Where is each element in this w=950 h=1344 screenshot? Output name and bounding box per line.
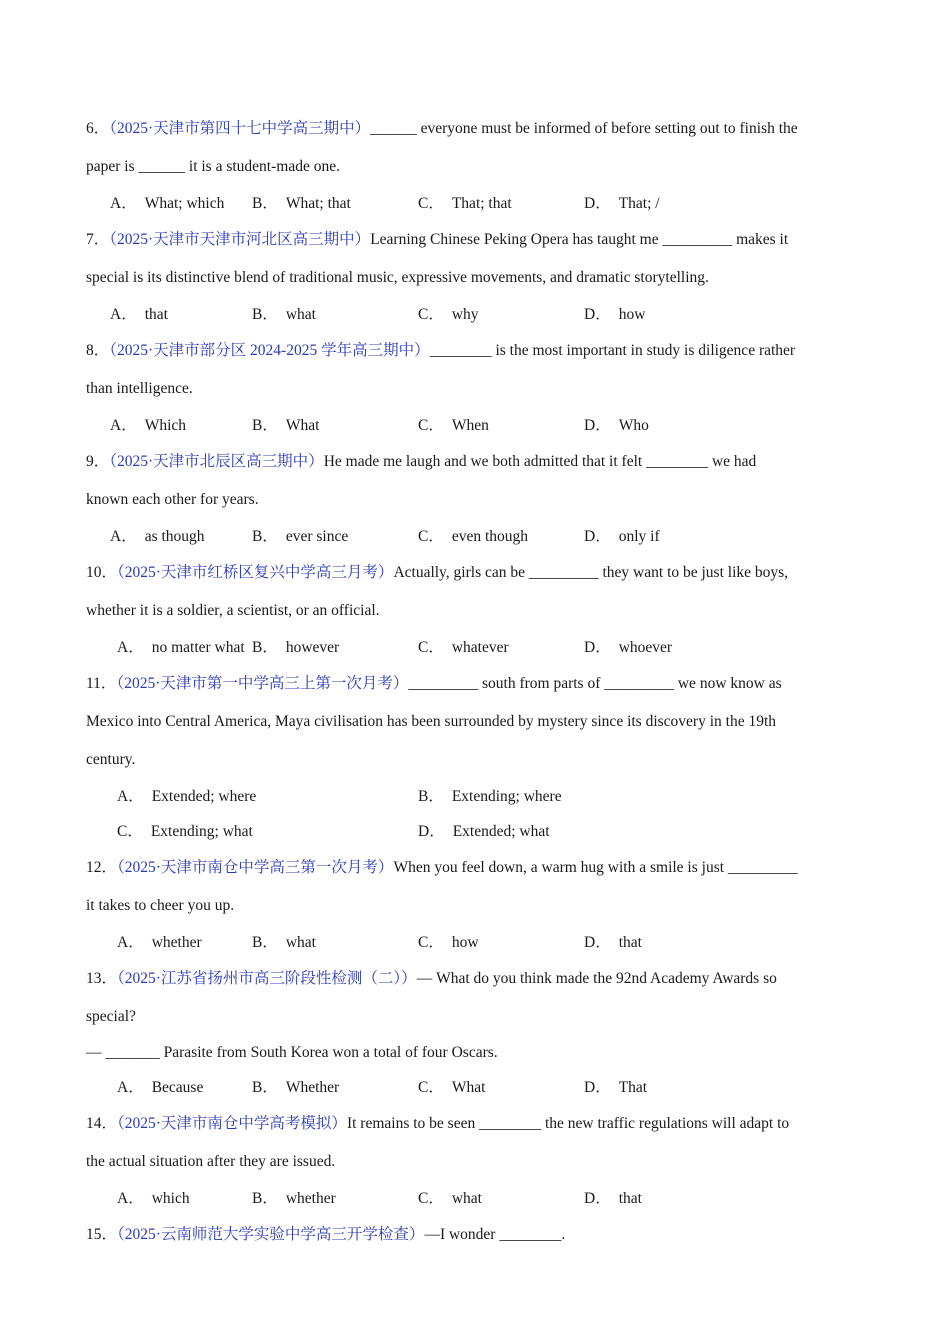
question-text-continued: than intelligence. xyxy=(86,380,193,397)
options-row xyxy=(86,779,876,814)
question-number: 6． xyxy=(86,120,110,137)
option-d[interactable]: D． that xyxy=(584,1190,642,1207)
question-text-continued: special? xyxy=(86,1008,136,1025)
option-b[interactable]: B． what xyxy=(252,934,316,951)
option-d[interactable]: D． whoever xyxy=(584,639,673,656)
option-c[interactable]: C． how xyxy=(418,934,479,951)
question-text-continued: special is its distinctive blend of traditional music, expressive movements, and dramatic storytelling. xyxy=(86,269,709,286)
question-text-continued: century. xyxy=(86,751,136,768)
question-stem xyxy=(86,1216,876,1254)
question-source: （2025·天津市红桥区复兴中学高三月考） xyxy=(117,564,394,581)
question-source: （2025·天津市南仓中学高三第一次月考） xyxy=(117,859,394,876)
option-d[interactable]: D． Extended; what xyxy=(418,823,550,840)
option-c[interactable]: C． whatever xyxy=(418,639,509,656)
question-number: 13． xyxy=(86,970,118,987)
options-row xyxy=(86,408,876,443)
options-row xyxy=(86,297,876,332)
question-number: 9． xyxy=(86,453,110,470)
question-source: （2025·江苏省扬州市高三阶段性检测（二）） xyxy=(117,970,417,987)
option-c[interactable]: C． what xyxy=(418,1190,482,1207)
option-b[interactable]: B． however xyxy=(252,639,340,656)
options-row xyxy=(86,1070,876,1105)
question-text: He made me laugh and we both admitted that it felt ________ we had xyxy=(323,453,757,470)
question-source: （2025·天津市北辰区高三期中） xyxy=(109,453,324,470)
question-number: 15． xyxy=(86,1226,118,1243)
option-d[interactable]: D． how xyxy=(584,306,646,323)
option-d[interactable]: D． That; / xyxy=(584,195,660,212)
option-c[interactable]: C． That; that xyxy=(418,195,512,212)
question-stem xyxy=(86,443,876,481)
option-a[interactable]: A． that xyxy=(110,306,168,323)
question-source: （2025·天津市第四十七中学高三期中） xyxy=(109,120,371,137)
option-a[interactable]: A． which xyxy=(117,1190,190,1207)
question-text: ______ everyone must be informed of before setting out to finish the xyxy=(370,120,798,137)
option-d[interactable]: D． That xyxy=(584,1079,648,1096)
option-d[interactable]: D． Who xyxy=(584,417,649,434)
options-row xyxy=(86,630,876,665)
option-c[interactable]: C． why xyxy=(418,306,479,323)
question-text-continued: known each other for years. xyxy=(86,491,259,508)
question-stem xyxy=(86,1105,876,1143)
option-a[interactable]: A． whether xyxy=(117,934,202,951)
option-c[interactable]: C． What xyxy=(418,1079,486,1096)
question-stem xyxy=(86,110,876,148)
options-row xyxy=(86,186,876,221)
question-12 xyxy=(86,849,876,960)
question-8 xyxy=(86,332,876,443)
question-number: 8． xyxy=(86,342,110,359)
question-13 xyxy=(86,960,876,1105)
question-text: ________ is the most important in study is diligence rather xyxy=(429,342,796,359)
question-10 xyxy=(86,554,876,665)
option-b[interactable]: B． What; that xyxy=(252,195,351,212)
question-stem xyxy=(86,849,876,887)
question-number: 11． xyxy=(86,675,117,692)
question-11 xyxy=(86,665,876,849)
question-number: 14． xyxy=(86,1115,118,1132)
option-b[interactable]: B． whether xyxy=(252,1190,336,1207)
question-text: Actually, girls can be _________ they want to be just like boys, xyxy=(393,564,789,581)
question-source: （2025·云南师范大学实验中学高三开学检查） xyxy=(117,1226,425,1243)
option-a[interactable]: A． Which xyxy=(110,417,187,434)
question-stem xyxy=(86,221,876,259)
option-b[interactable]: B． What xyxy=(252,417,320,434)
question-text-continued: the actual situation after they are issued. xyxy=(86,1153,336,1170)
options-row xyxy=(86,1181,876,1216)
options-row xyxy=(86,925,876,960)
question-text-continued: Mexico into Central America, Maya civilisation has been surrounded by mystery since its discovery in the 19th xyxy=(86,713,777,730)
question-source: （2025·天津市第一中学高三上第一次月考） xyxy=(116,675,409,692)
option-a[interactable]: A． Because xyxy=(117,1079,204,1096)
question-number: 7． xyxy=(86,231,110,248)
option-a[interactable]: A． Extended; where xyxy=(117,788,257,805)
question-text-continued: it takes to cheer you up. xyxy=(86,897,235,914)
question-text: Learning Chinese Peking Opera has taught me _________ makes it xyxy=(370,231,789,248)
option-b[interactable]: B． Extending; where xyxy=(418,788,562,805)
question-text-continued: paper is ______ it is a student-made one. xyxy=(86,158,340,175)
question-6 xyxy=(86,110,876,221)
option-b[interactable]: B． ever since xyxy=(252,528,349,545)
question-14 xyxy=(86,1105,876,1216)
question-number: 10． xyxy=(86,564,118,581)
dialogue-reply: — _______ Parasite from South Korea won a total of four Oscars. xyxy=(86,1044,498,1061)
question-stem xyxy=(86,960,876,998)
question-text: When you feel down, a warm hug with a smile is just _________ xyxy=(393,859,798,876)
question-stem xyxy=(86,665,876,703)
question-source: （2025·天津市天津市河北区高三期中） xyxy=(109,231,371,248)
option-c[interactable]: C． Extending; what xyxy=(117,823,253,840)
option-a[interactable]: A． What; which xyxy=(110,195,225,212)
question-text: — What do you think made the 92nd Academy Awards so xyxy=(416,970,777,987)
option-d[interactable]: D． only if xyxy=(584,528,660,545)
question-7 xyxy=(86,221,876,332)
question-text: It remains to be seen ________ the new traffic regulations will adapt to xyxy=(346,1115,790,1132)
option-b[interactable]: B． Whether xyxy=(252,1079,340,1096)
question-text: —I wonder ________. xyxy=(424,1226,566,1243)
option-b[interactable]: B． what xyxy=(252,306,316,323)
option-a[interactable]: A． no matter what xyxy=(117,639,245,656)
question-number: 12． xyxy=(86,859,118,876)
question-15 xyxy=(86,1216,876,1254)
options-row xyxy=(86,519,876,554)
option-c[interactable]: C． When xyxy=(418,417,489,434)
question-text-continued: whether it is a soldier, a scientist, or an official. xyxy=(86,602,380,619)
question-text: _________ south from parts of _________ we now know as xyxy=(408,675,782,692)
question-source: （2025·天津市南仓中学高考模拟） xyxy=(117,1115,347,1132)
question-stem xyxy=(86,554,876,592)
option-d[interactable]: D． that xyxy=(584,934,642,951)
question-source: （2025·天津市部分区 2024-2025 学年高三期中） xyxy=(109,342,430,359)
option-c[interactable]: C． even though xyxy=(418,528,529,545)
question-9 xyxy=(86,443,876,554)
options-row xyxy=(86,814,876,849)
question-list xyxy=(86,110,876,1254)
option-a[interactable]: A． as though xyxy=(110,528,205,545)
question-stem xyxy=(86,332,876,370)
